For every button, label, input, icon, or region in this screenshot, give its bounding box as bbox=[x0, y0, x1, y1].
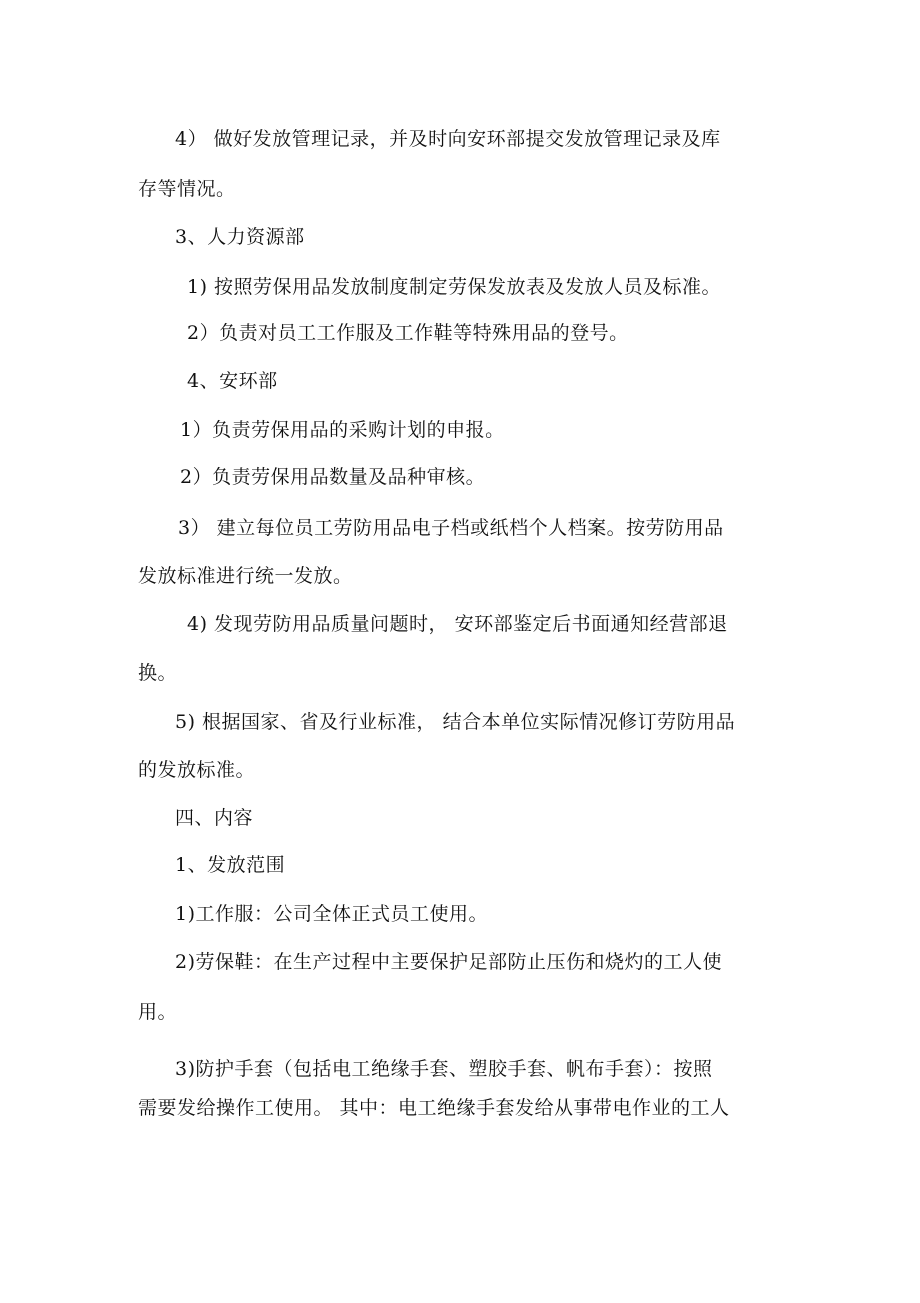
text-line-1: 4） 做好发放管理记录，并及时向安环部提交发放管理记录及库 bbox=[175, 128, 721, 150]
text-line-10: 发放标准进行统一发放。 bbox=[138, 565, 353, 587]
text-line-21: 需要发给操作工使用。 其中：电工绝缘手套发给从事带电作业的工人 bbox=[138, 1097, 730, 1119]
text-line-19: 用。 bbox=[138, 1001, 178, 1023]
text-line-13: 5) 根据国家、省及行业标准， 结合本单位实际情况修订劳防用品 bbox=[175, 711, 736, 733]
text-line-20: 3)防护手套（包括电工绝缘手套、塑胶手套、帆布手套）：按照 bbox=[175, 1058, 713, 1080]
text-line-5: 2）负责对员工工作服及工作鞋等特殊用品的登号。 bbox=[187, 322, 629, 344]
text-line-12: 换。 bbox=[138, 662, 178, 684]
text-line-11: 4) 发现劳防用品质量问题时， 安环部鉴定后书面通知经营部退 bbox=[187, 613, 728, 635]
text-line-2: 存等情况。 bbox=[138, 178, 236, 200]
text-line-18: 2)劳保鞋：在生产过程中主要保护足部防止压伤和烧灼的工人使 bbox=[175, 951, 723, 973]
subsection-heading-scope: 1、发放范围 bbox=[175, 854, 286, 876]
section-heading-content: 四、内容 bbox=[175, 807, 254, 829]
section-heading-safety: 4、安环部 bbox=[187, 370, 278, 392]
text-line-14: 的发放标准。 bbox=[138, 759, 256, 781]
text-line-8: 2）负责劳保用品数量及品种审核。 bbox=[180, 466, 486, 488]
section-heading-hr: 3、人力资源部 bbox=[175, 226, 305, 248]
text-line-9: 3） 建立每位员工劳防用品电子档或纸档个人档案。按劳防用品 bbox=[178, 517, 724, 539]
text-line-17: 1)工作服：公司全体正式员工使用。 bbox=[175, 903, 489, 925]
text-line-7: 1）负责劳保用品的采购计划的申报。 bbox=[180, 419, 505, 441]
text-line-4: 1) 按照劳保用品发放制度制定劳保发放表及发放人员及标准。 bbox=[187, 276, 722, 298]
